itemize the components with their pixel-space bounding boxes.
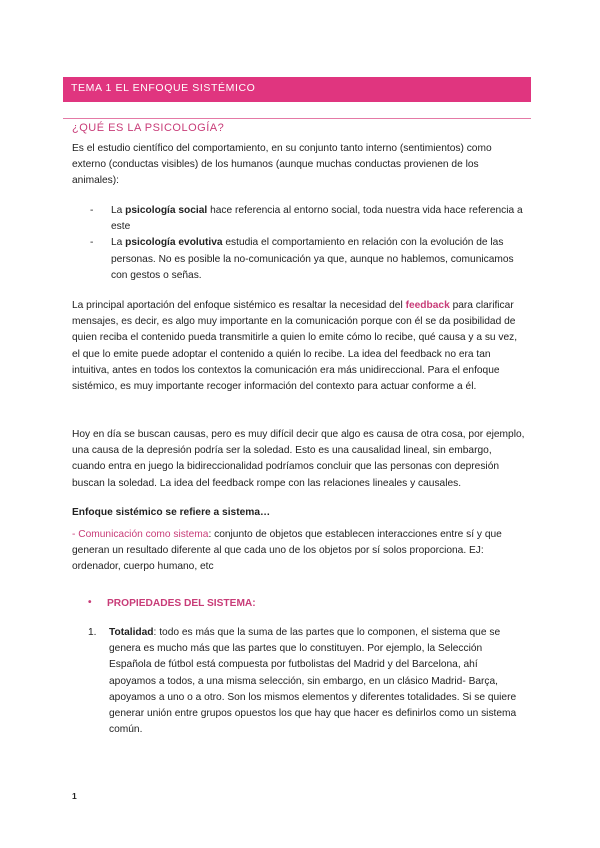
communication-system-paragraph: - Comunicación como sistema: conjunto de objetos que establecen interacciones entre sí y que generan un resultado diferente al que cada uno de los objetos por sí solos proporciona. EJ: ordenador, cuerpo humano, etc [72, 529, 502, 573]
dash-marker: - [90, 237, 94, 249]
section-title: ¿QUÉ ES LA PSICOLOGÍA? [72, 122, 225, 134]
dash-marker: - [90, 205, 94, 216]
bullet-icon: • [88, 597, 92, 608]
communication-system-term: - Comunicación como sistema [72, 529, 209, 540]
psychology-bullet-list [72, 203, 527, 284]
list-item: 1. Totalidad: todo es más que la suma de las partes que lo componen, el sistema que se genera es mucho más que las partes que lo constituyen. Por ejemplo, la Selección Española de fútbol está compuesta por futbolistas del Madrid y del Barcelona, ahí apoyamos a todos, a una misma selección, sin embargo, en un clásico Madrid- Barça, apoyamos a uno o a otro. Son los mismos elementos y diferentes totalidades. Si se quiere generar unión entre grupos opuestos los que hay que hacer es definirlos como un sistema común. [88, 627, 517, 736]
system-refers-line: Enfoque sistémico se refiere a sistema… [72, 507, 271, 518]
topic-title: TEMA 1 EL ENFOQUE SISTÉMICO [71, 82, 256, 94]
feedback-paragraph: La principal aportación del enfoque sistémico es resaltar la necesidad del feedback para clarificar mensajes, es decir, es algo muy importante en la comunicación porque con él se da posibilidad de quien reciba el contenido pueda transmitirle a quien lo emite cómo lo recibe, qué causa y a su vez, el que lo emite puede adoptar el contenido a quién lo recibe. La idea del feedback no era tan intuitiva, antes en todos los contextos la comunicación era más unidireccional. Para el enfoque sistémico, es muy importante recoger información del contexto para actuar conforme a él. [72, 300, 518, 393]
term-social-psychology: psicología social [125, 205, 208, 216]
page-number: 1 [72, 791, 77, 801]
term-evolutionary-psychology: psicología evolutiva [125, 237, 223, 249]
list-item: - La psicología social hace referencia al entorno social, toda nuestra vida hace referencia a este [90, 205, 523, 233]
topic-title-bar [63, 77, 531, 102]
list-item: - La psicología evolutiva estudia el comportamiento en relación con la evolución de las personas. No es posible la no-comunicación ya que, aunque no hablemos, comunicamos con gestos o señas. [90, 237, 514, 281]
section-rule [63, 118, 531, 119]
properties-heading: • PROPIEDADES DEL SISTEMA: [88, 597, 256, 609]
item-number: 1. [88, 627, 97, 638]
feedback-keyword: feedback [405, 300, 450, 311]
causes-paragraph: Hoy en día se buscan causas, pero es muy difícil decir que algo es causa de otra cosa, por ejemplo, una causa de la depresión podría ser la soledad. Esto es una causalidad lineal, sin embargo, cuando entra en juego la bidireccionalidad podríamos concluir que las personas con depresión buscan la soledad. La idea del feedback rompe con las relaciones lineales y causales. [72, 429, 525, 489]
intro-paragraph: Es el estudio científico del comportamiento, en su conjunto tanto interno (sentimientos) como externo (conductas visibles) de los humanos (aunque muchas conductas provienen de los animales): [72, 143, 492, 187]
properties-numbered-list [88, 625, 518, 738]
term-totalidad: Totalidad [109, 627, 154, 638]
